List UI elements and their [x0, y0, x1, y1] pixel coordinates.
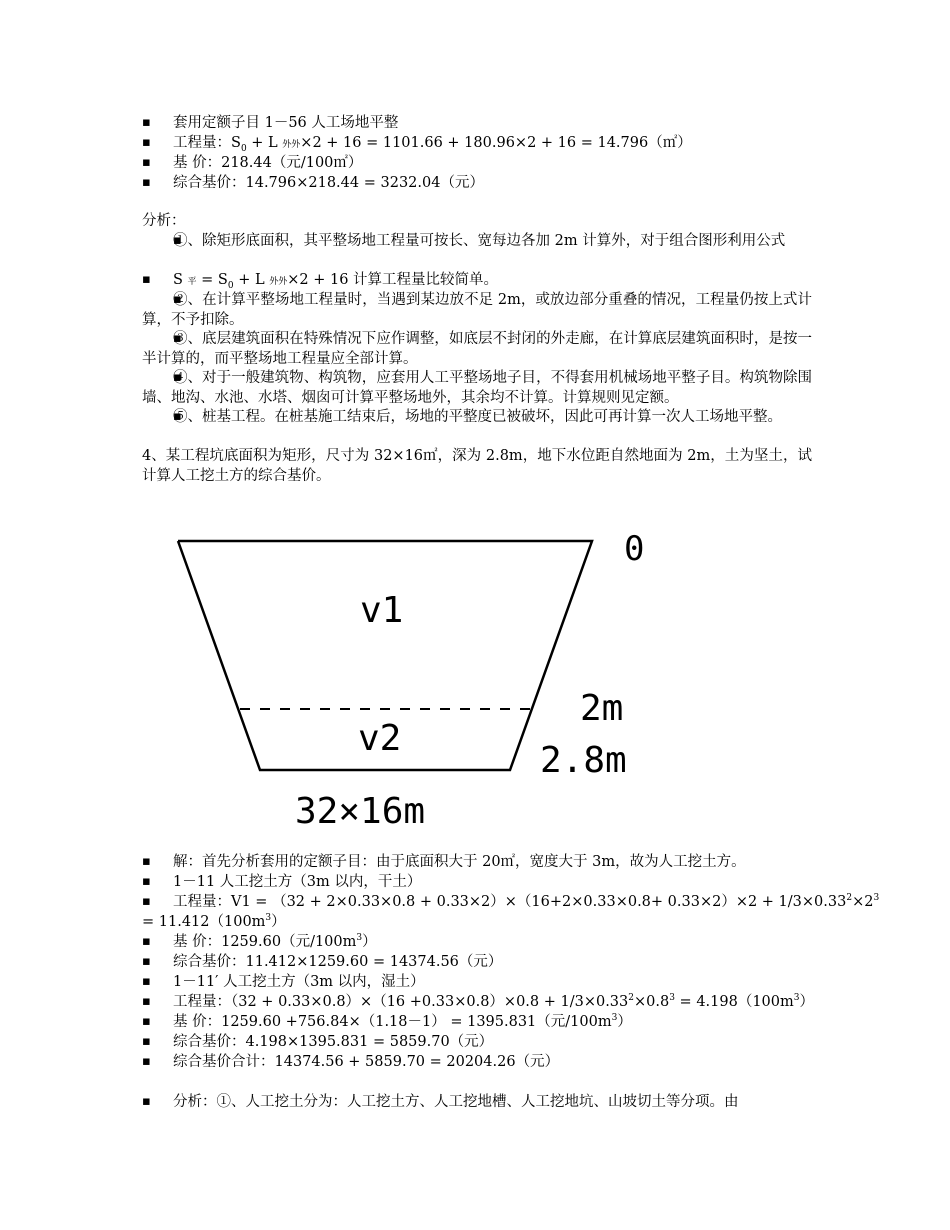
solution-line — [142, 892, 880, 912]
pit-cross-section-diagram — [160, 520, 660, 835]
analysis-item: ▪ ①、除矩形底面积，其平整场地工程量可按长、宽每边各加 2m 计算外，对于组合图形利用公式 — [142, 231, 812, 251]
analysis-item — [142, 270, 843, 292]
solution-text: ×0.8 — [634, 994, 670, 1010]
solution-line — [142, 1032, 843, 1052]
solution-line — [142, 852, 843, 872]
small-text: 外外 — [269, 277, 288, 287]
solution-line — [142, 872, 843, 892]
label-v2: v2 — [358, 718, 402, 759]
superscript: 3 — [793, 993, 800, 1004]
formula-text: S — [173, 272, 188, 288]
subscript: 0 — [227, 280, 234, 291]
solution-line — [142, 1092, 843, 1112]
solution-text: 工程量：V1 = （32 + 2×0.33×0.8 + 0.33×2）×（16+2×0.33×0.8+ 0.33×2）×2 + 1/3×0.33 — [173, 894, 847, 910]
list-item-text: 综合基价：14.796×218.44 = 3232.04（元） — [173, 175, 484, 191]
label-v1: v1 — [360, 590, 404, 631]
solution-text: ） — [271, 914, 286, 930]
analysis-item: ▪ ⑤、桩基工程。在桩基施工结束后，场地的平整度已被破坏，因此可再计算一次人工场地平整。 — [142, 407, 812, 427]
solution-line — [142, 992, 843, 1012]
analysis-item: ▪ ④、对于一般建筑物、构筑物，应套用人工平整场地子目，不得套用机械场地平整子目。构筑物除围墙、地沟、水池、水塔、烟囱可计算平整场地外，其余均不计算。计算规则见定额。 — [142, 368, 812, 408]
solution-line — [142, 952, 843, 972]
formula-text: 工程量：S — [173, 135, 241, 151]
label-2m: 2m — [580, 688, 624, 729]
solution-text: ） — [362, 934, 377, 950]
formula-text: ×2 + 16 计算工程量比较简单。 — [287, 272, 499, 288]
superscript: 3 — [873, 893, 880, 904]
solution-text: 综合基价：11.412×1259.60 = 14374.56（元） — [173, 954, 503, 970]
solution-text: 综合基价：4.198×1395.831 = 5859.70（元） — [173, 1034, 494, 1050]
solution-text: = 11.412（100m — [142, 914, 266, 930]
label-bottom: 32×16m — [295, 791, 426, 832]
superscript: 2 — [628, 993, 634, 1004]
list-item-text: 基 价：218.44（元/100㎡） — [173, 155, 363, 171]
list-item — [142, 133, 843, 155]
list-item — [142, 173, 843, 193]
solution-text: 工程量：（32 + 0.33×0.8）×（16 +0.33×0.8）×0.8 + 1/3×0.33 — [173, 994, 629, 1010]
list-item-text: 套用定额子目 1－56 人工场地平整 — [173, 115, 399, 131]
analysis-item: ▪ ②、在计算平整场地工程量时，当遇到某边放不足 2m，或放边部分重叠的情况，工程量仍按上式计算，不予扣除。 — [142, 290, 812, 330]
list-item — [142, 113, 843, 133]
solution-text: 解：首先分析套用的定额子目：由于底面积大于 20㎡，宽度大于 3m，故为人工挖土方。 — [173, 854, 746, 870]
superscript: 3 — [356, 933, 363, 944]
formula-text: + L — [233, 272, 270, 288]
solution-line — [142, 1012, 843, 1032]
solution-text: ） — [617, 1014, 632, 1030]
solution-text: ×2 — [852, 894, 874, 910]
small-text: 平 — [187, 277, 197, 287]
problem-statement: 4、某工程坑底面积为矩形，尺寸为 32×16㎡，深为 2.8m，地下水位距自然地面为 2m，土为坚土，试计算人工挖土方的综合基价。 — [142, 448, 812, 484]
superscript: 3 — [265, 913, 272, 924]
superscript: 2 — [846, 893, 853, 904]
label-28m: 2.8m — [540, 740, 627, 781]
small-text: 外外 — [282, 140, 301, 150]
solution-text: 综合基价合计：14374.56 + 5859.70 = 20204.26（元） — [173, 1054, 560, 1070]
formula-text: ×2 + 16 = 1101.66 + 180.96×2 + 16 = 14.796（㎡） — [300, 135, 692, 151]
solution-text: 基 价：1259.60 +756.84×（1.18－1） = 1395.831（元/100m — [173, 1014, 612, 1030]
label-top: 0 — [624, 529, 645, 569]
solution-text: = 4.198（100m — [674, 994, 794, 1010]
superscript: 3 — [611, 1013, 618, 1024]
section-heading: 分析： — [142, 213, 186, 229]
list-item — [142, 153, 843, 173]
formula-text: + L — [246, 135, 283, 151]
solution-line — [142, 972, 843, 992]
solution-text: 分析：①、人工挖土分为：人工挖土方、人工挖地槽、人工挖地坑、山坡切土等分项。由 — [173, 1094, 739, 1110]
solution-text: ） — [799, 994, 814, 1010]
formula-text: = S — [196, 272, 228, 288]
solution-line — [142, 932, 843, 952]
solution-text: 基 价：1259.60（元/100m — [173, 934, 357, 950]
superscript: 3 — [669, 993, 675, 1004]
solution-line-continuation — [142, 912, 812, 932]
subscript: 0 — [240, 143, 247, 154]
solution-text: 1－11 人工挖土方（3m 以内，干土） — [173, 874, 422, 890]
solution-line — [142, 1052, 843, 1072]
analysis-item: ▪ ③、底层建筑面积在特殊情况下应作调整，如底层不封闭的外走廊，在计算底层建筑面积时，是按一半计算的，而平整场地工程量应全部计算。 — [142, 329, 812, 369]
solution-text: 1－11′ 人工挖土方（3m 以内，湿土） — [173, 974, 425, 990]
